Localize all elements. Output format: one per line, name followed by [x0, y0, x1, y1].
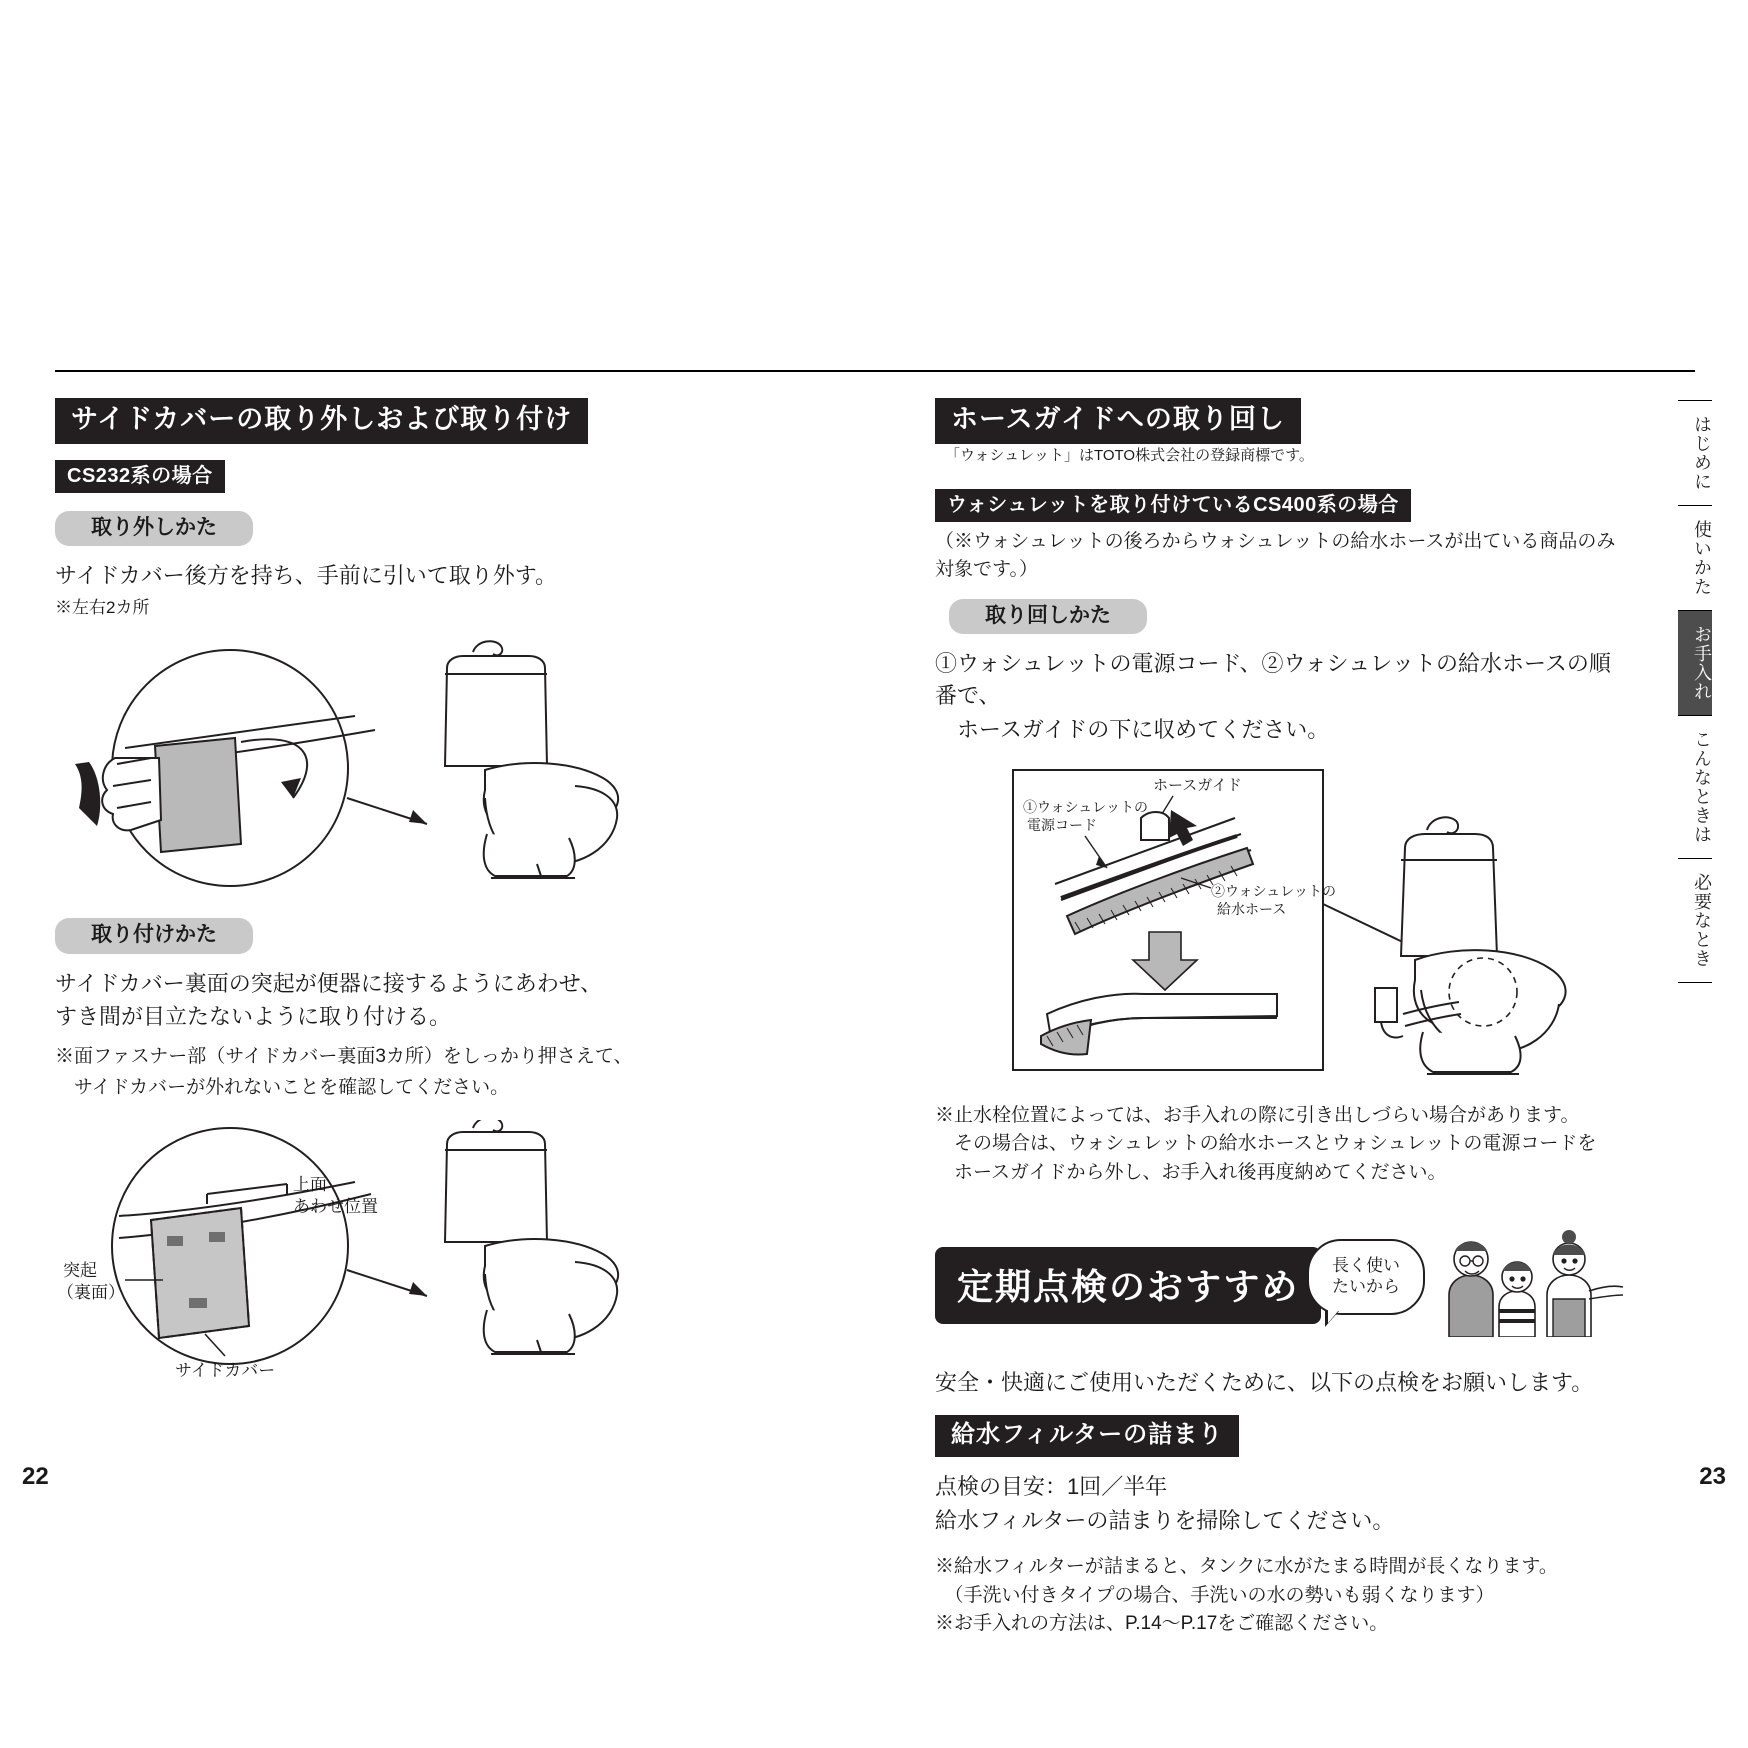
periodic-inspection-title: 定期点検のおすすめ — [935, 1247, 1321, 1324]
label-bump-2: （裏面） — [57, 1283, 125, 1303]
caution-line2: その場合は、ウォシュレットの給水ホースとウォシュレットの電源コードを — [935, 1133, 1597, 1155]
install-note-line1: ※面ファスナー部（サイドカバー裏面3カ所）をしっかり押さえて、 — [55, 1046, 633, 1068]
removal-note: ※左右2カ所 — [55, 597, 150, 617]
label-item1-line2: 電源コード — [1027, 816, 1097, 833]
right-subheading: ウォシュレットを取り付けているCS400系の場合 — [935, 489, 1411, 522]
speech-bubble — [1307, 1239, 1425, 1315]
install-body-line2: すき間が目立たないように取り付ける。 — [55, 1004, 452, 1030]
filter-note-line2: （手洗い付きタイプの場合、手洗いの水の勢いも弱くなります） — [935, 1584, 1495, 1606]
inspection-lead: 安全・快適にご使用いただくために、以下の点検をお願いします。 — [935, 1370, 1594, 1396]
page-number-left: 22 — [22, 1463, 49, 1490]
content-spread — [55, 370, 1695, 1635]
label-top-face-2: あわせ位置 — [293, 1197, 378, 1217]
sidebar-item-oteire[interactable]: お手入れ — [1678, 611, 1712, 715]
sidebar-item-hitsuyonatoki[interactable]: 必要なとき — [1692, 873, 1712, 968]
periodic-inspection-banner — [935, 1233, 1625, 1341]
bubble-line2: たいから — [1332, 1277, 1400, 1297]
sidebar-item-hajimeni[interactable]: はじめに — [1692, 415, 1712, 491]
figure-hose-guide-routing — [935, 764, 1625, 1094]
label-hose-guide: ホースガイド — [1153, 776, 1242, 794]
right-section-heading: ホースガイドへの取り回し — [935, 398, 1301, 444]
sidebar-item-konnatokiha[interactable]: こんなときは — [1692, 730, 1712, 844]
routing-pill: 取り回しかた — [949, 599, 1147, 634]
filter-note-line1: ※給水フィルターが詰まると、タンクに水がたまる時間が長くなります。 — [935, 1556, 1558, 1578]
left-column — [55, 398, 845, 1380]
routing-body-line1: ①ウォシュレットの電源コード、②ウォシュレットの給水ホースの順番で、 — [935, 650, 1611, 708]
install-pill: 取り付けかた — [55, 918, 253, 953]
figure-remove-side-cover — [55, 638, 845, 898]
label-bump-1: 突起 — [63, 1261, 97, 1281]
label-item1-line1: ①ウォシュレットの — [1023, 798, 1149, 815]
filter-body-line2: 給水フィルターの詰まりを掃除してください。 — [935, 1508, 1395, 1534]
sidebar-item-tsukaikata[interactable]: 使いかた — [1692, 520, 1712, 596]
label-item2-line1: ②ウォシュレットの — [1211, 882, 1337, 899]
tab-divider — [1678, 982, 1712, 983]
label-top-face-1: 上面 — [293, 1175, 327, 1195]
right-subnote: （※ウォシュレットの後ろからウォシュレットの給水ホースが出ている商品のみ対象です。） — [935, 530, 1616, 581]
side-tab-index — [1678, 400, 1712, 983]
label-side-cover: サイドカバー — [175, 1361, 276, 1381]
filter-section-title: 給水フィルターの詰まり — [935, 1415, 1239, 1457]
routing-body-line2: ホースガイドの下に収めてください。 — [935, 716, 1330, 742]
filter-note-line3: ※お手入れの方法は、P.14〜P.17をご確認ください。 — [935, 1613, 1389, 1635]
filter-body-line1: 点検の目安：1回／半年 — [935, 1474, 1168, 1500]
install-body-line1: サイドカバー裏面の突起が便器に接するようにあわせ、 — [55, 970, 603, 996]
right-column — [935, 398, 1625, 1639]
caution-line3: ホースガイドから外し、お手入れ後再度納めてください。 — [935, 1161, 1447, 1183]
left-subheading: CS232系の場合 — [55, 460, 225, 493]
caution-line1: ※止水栓位置によっては、お手入れの際に引き出しづらい場合があります。 — [935, 1104, 1580, 1126]
page-number-right: 23 — [1699, 1463, 1726, 1490]
install-note-line2: サイドカバーが外れないことを確認してください。 — [55, 1076, 510, 1098]
removal-body: サイドカバー後方を持ち、手前に引いて取り外す。 — [55, 562, 558, 588]
removal-pill: 取り外しかた — [55, 511, 253, 546]
figure-install-side-cover — [55, 1120, 845, 1380]
trademark-note: 「ウォシュレット」はTOTO株式会社の登録商標です。 — [945, 446, 1314, 464]
left-section-heading: サイドカバーの取り外しおよび取り付け — [55, 398, 588, 444]
bubble-line1: 長く使い — [1332, 1256, 1400, 1276]
family-illustration — [1435, 1225, 1625, 1337]
top-rule — [55, 370, 1695, 372]
label-item2-line2: 給水ホース — [1217, 900, 1287, 917]
